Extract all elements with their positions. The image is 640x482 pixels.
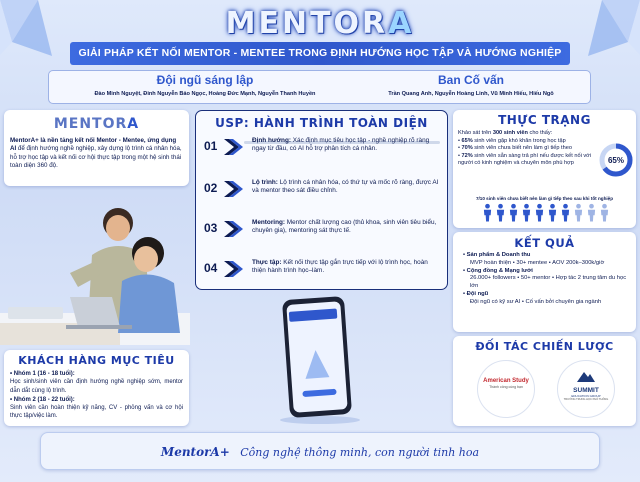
usp-panel (195, 110, 448, 290)
advisors-section (355, 73, 587, 97)
customers-body (4, 367, 189, 421)
step-head: Thực tập: (252, 259, 282, 266)
partners-card (453, 336, 636, 426)
customer-group-2: • Nhóm 2 (18 - 22 tuổi): Sinh viên cần hoàn thiện kỹ năng, CV - phỏng vấn và cơ hội thực tập/việc làm. (10, 396, 183, 420)
title-banner: GIẢI PHÁP KẾT NỐI MENTOR - MENTEE TRONG ĐỊNH HƯỚNG HỌC TẬP VÀ HƯỚNG NGHIỆP (70, 42, 570, 65)
person-icon (561, 203, 570, 222)
pictogram-caption: 7/10 sinh viên chưa biết nên làm gì tiếp theo sau khi tốt nghiệp (475, 196, 614, 201)
person-icon (535, 203, 544, 222)
partner-american-study[interactable] (477, 360, 535, 418)
founders-section (55, 73, 355, 97)
step-desc: Mentor chất lượng cao (thủ khoa, sinh viên tiêu biểu, chuyên gia), mentoring sát thực tế. (252, 219, 437, 235)
founders-title: Đội ngũ sáng lập (156, 73, 254, 87)
step-text (252, 219, 442, 236)
partners-title: ĐỐI TÁC CHIẾN LƯỢC (475, 340, 614, 353)
step-number: 01 (204, 139, 218, 153)
customers-title: KHÁCH HÀNG MỤC TIÊU (18, 354, 175, 367)
mentee-shirt (118, 274, 180, 333)
intro-logo (4, 116, 189, 132)
partner2-tag: TRƯỜNG TRUNG HỌC PHỔ THÔNG (563, 398, 609, 401)
intro-lead: MentorA+ là nền tảng kết nối Mentor - Mentee, ứng dụng AI (10, 137, 177, 153)
person-icon (548, 203, 557, 222)
reality-card (453, 110, 636, 228)
person-icon (509, 203, 518, 222)
results-title: KẾT QUẢ (514, 236, 575, 250)
partner1-name: American Study (483, 378, 529, 384)
person-icon (483, 203, 492, 222)
reality-item: • 72% sinh viên sẵn sàng trả phí nếu được kết nối với người có kinh nghiệm và chuyên môn phù hợp (458, 152, 592, 167)
reality-item: • 70% sinh viên chưa biết nên làm gì tiếp theo (458, 145, 572, 152)
advisors-title: Ban Cố vấn (437, 73, 504, 87)
customers-card (4, 350, 189, 426)
footer-slogan-bar (40, 432, 600, 470)
group2-head: Nhóm 2 (18 - 22 tuổi): (13, 396, 75, 403)
person-icon (574, 203, 583, 222)
result-group: • Sản phẩm & Doanh thu MVP hoàn thiện • 30+ mentee • AOV 200k–300k/giờ (463, 252, 605, 266)
person-icon (587, 203, 596, 222)
mentor-mentee-illustration (0, 195, 190, 345)
chevron-right-icon (222, 179, 244, 199)
intro-text (4, 132, 189, 170)
group2-text: Sinh viên cần hoàn thiện kỹ năng, CV - phỏng vấn và cơ hội thực tập/việc làm. (10, 405, 183, 420)
step-text (252, 137, 442, 154)
results-body (453, 250, 636, 307)
reality-title: THỰC TRẠNG (498, 113, 591, 127)
step-number: 03 (204, 221, 218, 235)
partner2-name: SUMMIT (573, 387, 599, 394)
survey-line: Khảo sát trên 300 sinh viên cho thấy: (458, 130, 553, 136)
step-desc: Lộ trình cá nhân hóa, có thứ tự và mốc rõ ràng, được AI và mentor theo sát điều chỉnh. (252, 179, 439, 195)
intro-logo-text: MENTOR (53, 116, 128, 132)
step-number: 02 (204, 181, 218, 195)
step-number: 04 (204, 261, 218, 275)
logo-mark: A (388, 6, 415, 41)
group1-head: Nhóm 1 (16 - 18 tuổi): (13, 371, 75, 377)
reality-item: • 65% sinh viên gặp khó khăn trong học tập (458, 137, 566, 144)
step-text (252, 259, 442, 276)
partner1-sub: Thành công cùng bạn (489, 385, 523, 389)
chevron-right-icon (222, 219, 244, 239)
step-desc: Xác định mục tiêu học tập - nghề nghiệp rõ ràng ngay từ đầu, có AI hỗ trợ phân tích cá nhân. (252, 137, 430, 153)
footer-slogan: Công nghệ thông minh, con người tinh hoa (240, 446, 480, 459)
result-group: • Cộng đồng & Mạng lưới 26.000+ followers • 50+ mentor • Hợp tác 2 trung tâm du học lớn (463, 267, 627, 290)
team-box (48, 70, 591, 104)
advisors-names: Trần Quang Anh, Nguyễn Hoàng Linh, Vũ Minh Hiếu, Hiếu Ngô (388, 91, 554, 97)
intro-rest: để định hướng nghề nghiệp, xây dựng lộ trình cá nhân hóa, hỗ trợ học tập và kết nối cơ hội thực tập trong một hệ sinh thái toàn diện 360 độ. (10, 145, 182, 169)
step-head: Mentoring: (252, 219, 286, 226)
chevron-right-icon (222, 137, 244, 157)
result-group: • Đội ngũ Đội ngũ có kỹ sư AI • Cố vấn bởi chuyên gia ngành (463, 290, 602, 305)
step-desc: Kết nối thực tập gắn trực tiếp với lộ trình học, hoàn thiện hành trình học–làm. (252, 259, 428, 275)
partner2-sub: EDUCATION GROUP (571, 394, 601, 398)
intro-logo-mark: A (127, 116, 140, 132)
step-head: Lộ trình: (252, 179, 278, 186)
step-head: Định hướng: (252, 137, 291, 144)
notebook-icon (8, 307, 63, 319)
person-icon (496, 203, 505, 222)
brand-logo (0, 6, 640, 41)
donut-label: 65% (607, 156, 625, 165)
donut-chart (598, 142, 634, 178)
person-icon (522, 203, 531, 222)
laptop-icon (70, 297, 120, 327)
intro-card (4, 110, 189, 186)
phone-mockup (270, 296, 370, 426)
step-text (252, 179, 442, 196)
founders-names: Đào Minh Nguyệt, Đinh Nguyễn Bảo Ngọc, Hoàng Đức Mạnh, Nguyễn Thanh Huyền (94, 91, 316, 97)
group1-text: Học sinh/sinh viên cần định hướng nghề nghiệp sớm, mentor dẫn dắt cùng lộ trình. (10, 379, 183, 394)
reality-text (458, 130, 594, 168)
logo-text: MENTOR (225, 6, 389, 41)
footer-brand: MentorA+ (160, 445, 230, 459)
partner-summit[interactable] (557, 360, 615, 418)
chevron-right-icon (222, 259, 244, 279)
results-card (453, 232, 636, 332)
student-pictogram (483, 203, 613, 223)
usp-title: USP: HÀNH TRÌNH TOÀN DIỆN (215, 116, 428, 130)
customer-group-1: • Nhóm 1 (16 - 18 tuổi): Học sinh/sinh viên cần định hướng nghề nghiệp sớm, mentor dẫn dắt cùng lộ trình. (10, 371, 183, 394)
person-icon (600, 203, 609, 222)
mountain-icon (577, 370, 595, 382)
